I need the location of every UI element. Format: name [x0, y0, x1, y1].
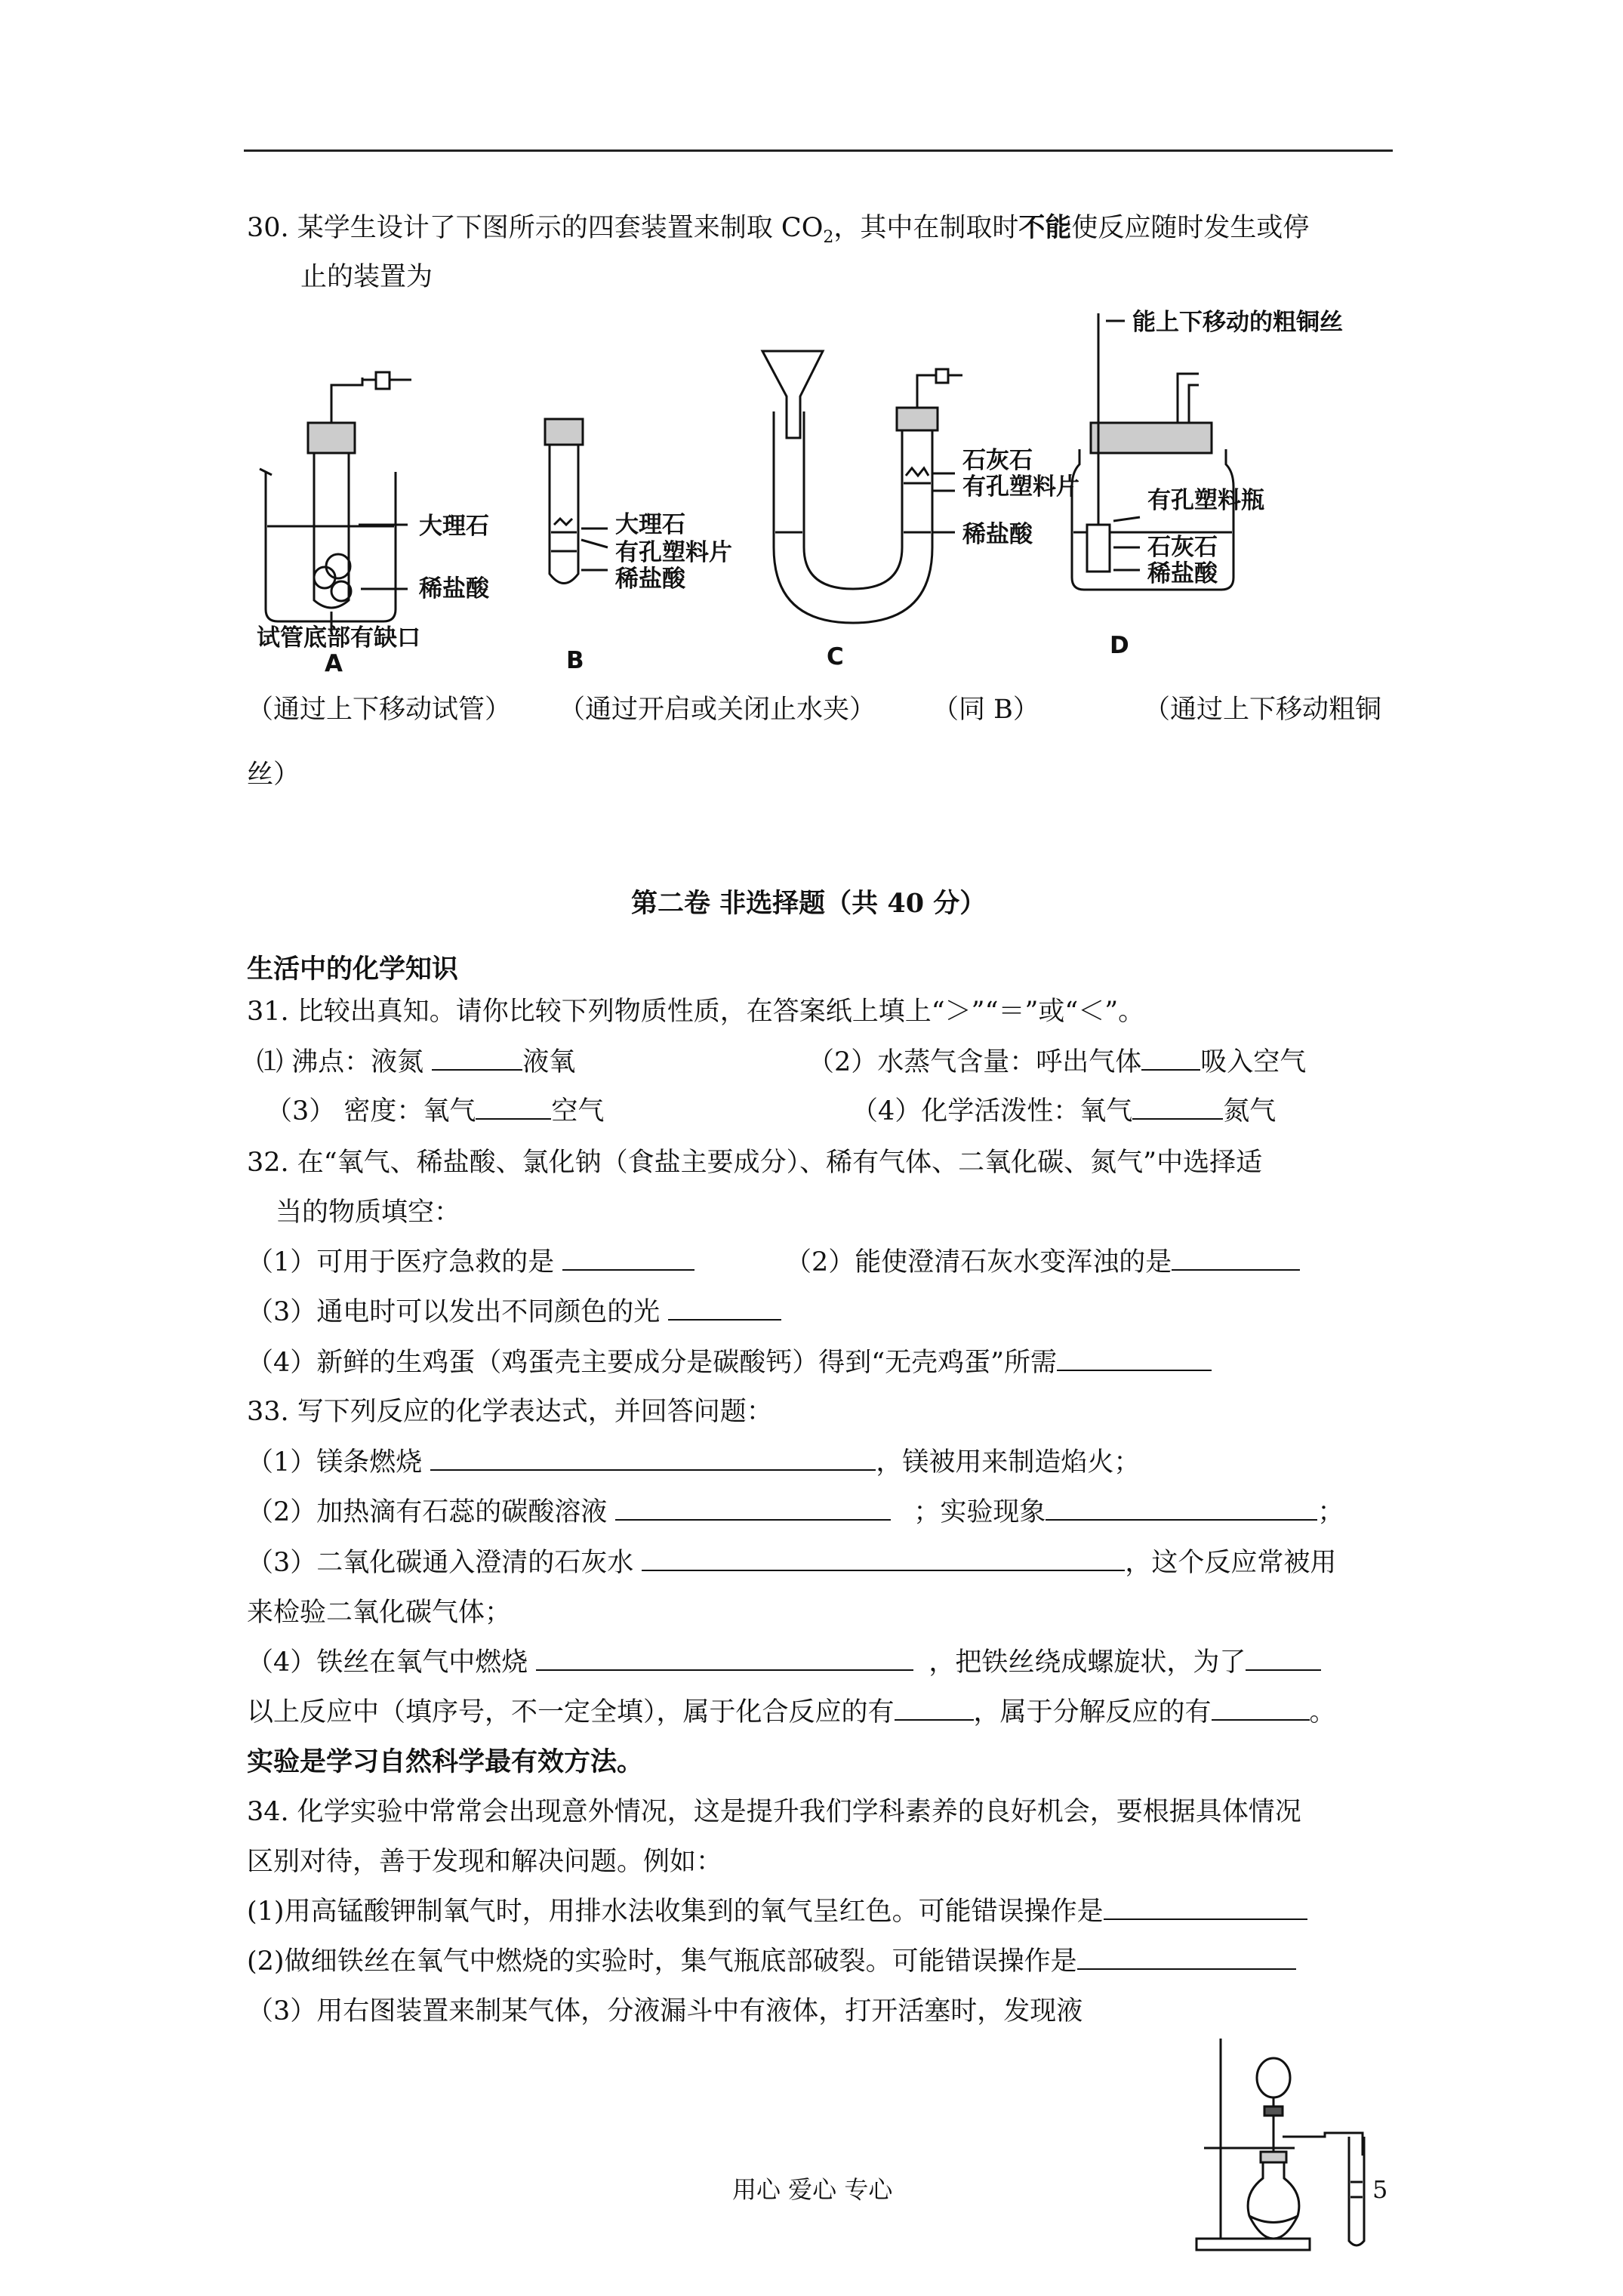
q33-i2-text: （2）加热滴有石蕊的碳酸溶液	[247, 1497, 616, 1527]
q33-i5-text: 以上反应中（填序号，不一定全填），属于化合反应的有	[247, 1697, 895, 1727]
q34-i2-text: (2)做细铁丝在氧气中燃烧的实验时，集气瓶底部破裂。可能错误操作是	[247, 1946, 1077, 1977]
answer-blank[interactable]	[536, 1647, 913, 1671]
answer-blank[interactable]	[1046, 1496, 1317, 1521]
q34-stem1: 34. 化学实验中常常会出现意外情况，这是提升我们学科素养的良好机会，要根据具体情况	[247, 1797, 1301, 1827]
q30-line1	[247, 211, 1309, 254]
q31-item1	[257, 1046, 575, 1079]
q32-stem2: 当的物质填空：	[276, 1197, 461, 1228]
q33-i2-mid: ；实验现象	[913, 1497, 1046, 1527]
footer-motto: 用心 爱心 专心	[732, 2175, 893, 2204]
label-a-marble: 大理石	[419, 513, 489, 540]
q32-item3	[247, 1296, 781, 1329]
q32-i2-text: （2）能使澄清石灰水变浑浊的是	[785, 1247, 1172, 1277]
q32-i3-text: （3）通电时可以发出不同颜色的光	[247, 1297, 669, 1327]
answer-blank[interactable]	[1246, 1647, 1321, 1671]
label-d-wire: 能上下移动的粗铜丝	[1132, 309, 1343, 336]
letter-d: D	[1110, 632, 1129, 659]
answer-blank[interactable]	[642, 1547, 1125, 1571]
letter-b: B	[566, 647, 584, 674]
answer-blank[interactable]	[615, 1496, 891, 1521]
q30-suffix: 使反应随时发生或停	[1071, 213, 1310, 243]
note-c: （同 B）	[932, 695, 1039, 725]
q31-i1-text: ⑴ 沸点：液氮	[257, 1047, 433, 1077]
part2-title: 第二卷 非选择题（共 40 分）	[631, 888, 987, 919]
beaker-a	[266, 472, 396, 621]
q34-item3: （3）用右图装置来制某气体，分液漏斗中有液体，打开活塞时，发现液	[247, 1996, 1083, 2026]
q34-item2	[247, 1945, 1296, 1978]
q31-i1-tail: 液氧	[522, 1047, 576, 1077]
answer-blank[interactable]	[562, 1247, 694, 1271]
answer-blank[interactable]	[1132, 1096, 1223, 1120]
label-b-acid: 稀盐酸	[615, 566, 685, 593]
q31-stem: 31. 比较出真知。请你比较下列物质性质，在答案纸上填上“＞”“＝”或“＜”。	[247, 997, 1145, 1027]
q34-stem2: 区别对待，善于发现和解决问题。例如：	[247, 1847, 723, 1877]
note-b: （通过开启或关闭止水夹）	[559, 695, 876, 725]
q33-i1-tail: ，镁被用来制造焰火；	[876, 1447, 1141, 1478]
q33-i5-tail: 。	[1309, 1697, 1336, 1727]
q31-i4-tail: 氮气	[1223, 1096, 1277, 1126]
answer-blank[interactable]	[432, 1046, 522, 1071]
label-b-marble: 大理石	[615, 511, 685, 538]
q32-item4	[247, 1346, 1212, 1379]
label-d-acid: 稀盐酸	[1147, 560, 1218, 587]
q34-item1	[247, 1895, 1307, 1928]
letter-c: C	[827, 643, 844, 670]
page-number: 5	[1372, 2175, 1388, 2204]
label-c-plate: 有孔塑料片	[962, 473, 1079, 501]
q33-i1-text: （1）镁条燃烧	[247, 1447, 431, 1478]
q33-item4	[247, 1646, 1321, 1679]
q31-item2	[808, 1046, 1306, 1079]
q30-prefix: 30. 某学生设计了下图所示的四套装置来制取 CO	[247, 213, 824, 243]
answer-blank[interactable]	[1077, 1946, 1296, 1970]
q31-i2-tail: 吸入空气	[1200, 1047, 1307, 1077]
label-c-acid: 稀盐酸	[962, 521, 1033, 548]
q32-i4-text: （4）新鲜的生鸡蛋（鸡蛋壳主要成分是碳酸钙）得到“无壳鸡蛋”所需	[247, 1348, 1058, 1378]
q30-mid: ，其中在制取时	[833, 213, 1019, 243]
q31-item3	[266, 1095, 604, 1128]
label-c-lime: 石灰石	[962, 447, 1033, 474]
q31-item4	[852, 1095, 1276, 1128]
apparatus-figure	[249, 306, 1374, 676]
q30-bold: 不能	[1018, 212, 1072, 243]
q33-item3-cont: 来检验二氧化碳气体；	[247, 1598, 512, 1628]
q33-item3	[247, 1546, 1336, 1579]
label-d-bottle: 有孔塑料瓶	[1147, 487, 1264, 514]
note-d: （通过上下移动粗铜	[1144, 695, 1382, 725]
q33-i4-text: （4）铁丝在氧气中燃烧	[247, 1647, 537, 1678]
label-d-lime: 石灰石	[1147, 534, 1218, 561]
letter-a: A	[325, 650, 343, 676]
q31-i4-text: （4）化学活泼性：氧气	[852, 1096, 1133, 1126]
q32-item2	[785, 1246, 1300, 1279]
label-a-gap: 试管底部有缺口	[257, 624, 420, 652]
answer-blank[interactable]	[1104, 1896, 1307, 1920]
q33-i5-mid: ，属于分解反应的有	[973, 1697, 1212, 1727]
q33-item5	[247, 1696, 1336, 1729]
answer-blank[interactable]	[1212, 1697, 1310, 1721]
note-a: （通过上下移动试管）	[247, 695, 512, 725]
q31-i2-text: （2）水蒸气含量：呼出气体	[808, 1047, 1142, 1077]
q30-subscript: 2	[823, 228, 834, 247]
q32-i1-text: （1）可用于医疗急救的是	[247, 1247, 563, 1277]
answer-blank[interactable]	[476, 1096, 551, 1120]
q32-item1	[247, 1246, 694, 1279]
q33-stem: 33. 写下列反应的化学表达式，并回答问题：	[247, 1397, 773, 1427]
q30-line2: 止的装置为	[300, 262, 433, 292]
section-life-chemistry: 生活中的化学知识	[247, 954, 459, 985]
q33-i2-tail: ；	[1317, 1497, 1344, 1527]
q34-i1-text: (1)用高锰酸钾制氧气时，用排水法收集到的氧气呈红色。可能错误操作是	[247, 1897, 1104, 1927]
label-a-acid: 稀盐酸	[419, 575, 489, 603]
q31-i3-text: （3） 密度：氧气	[266, 1096, 476, 1126]
answer-blank[interactable]	[668, 1296, 781, 1321]
answer-blank[interactable]	[895, 1697, 974, 1721]
answer-blank[interactable]	[430, 1447, 876, 1471]
section-experiment: 实验是学习自然科学最有效方法。	[247, 1746, 644, 1777]
answer-blank[interactable]	[1057, 1347, 1212, 1371]
q33-item2	[247, 1496, 1344, 1529]
q33-i4-tail: ，把铁丝绕成螺旋状，为了	[929, 1647, 1246, 1678]
header-rule	[244, 149, 1393, 152]
answer-blank[interactable]	[1172, 1247, 1300, 1271]
note-d-cont: 丝）	[247, 760, 300, 790]
answer-blank[interactable]	[1141, 1046, 1200, 1071]
gas-generator-figure	[1189, 2031, 1389, 2257]
q33-i3-text: （3）二氧化碳通入澄清的石灰水	[247, 1548, 642, 1578]
label-b-plate: 有孔塑料片	[615, 539, 732, 566]
q32-stem1: 32. 在“氧气、稀盐酸、氯化钠（食盐主要成分）、稀有气体、二氧化碳、氮气”中选择适	[247, 1148, 1263, 1178]
q33-item1	[247, 1446, 1140, 1479]
q31-i3-tail: 空气	[551, 1096, 605, 1126]
q33-i3-tail: ，这个反应常被用	[1125, 1548, 1337, 1578]
